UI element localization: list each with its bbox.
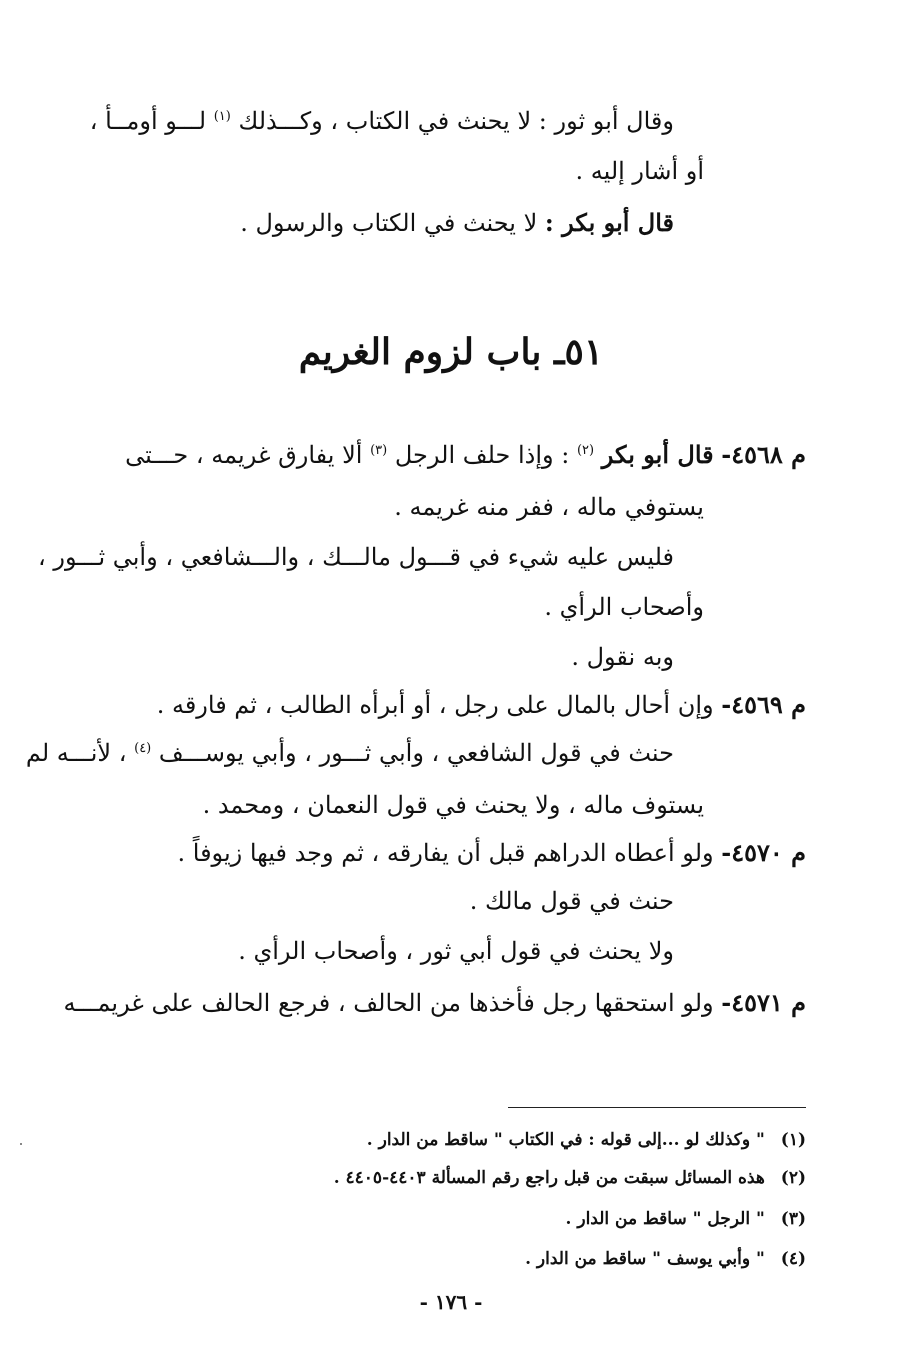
footnote-ref-4: (٤) <box>134 741 152 756</box>
issue-4569-number: م ٤٥٦٩- <box>721 690 806 719</box>
intro-line-1-text: وقال أبو ثور : لا يحنث في الكتاب ، وكـــذلك <box>238 107 674 135</box>
issue-4568-line-2: يستوفي ماله ، ففر منه غريمه . <box>394 493 704 521</box>
issue-4570-line-2: حنث في قول مالك . <box>469 887 674 915</box>
issue-4568-line-5: وبه نقول . <box>571 643 674 671</box>
issue-4568-line-1 <box>125 438 806 472</box>
footnote-number: (٣) <box>780 1209 806 1229</box>
issue-4570-line-3: ولا يحنث في قول أبي ثور ، وأصحاب الرأي . <box>238 937 674 965</box>
abu-bakr-lead: قال أبو بكر : <box>544 208 674 237</box>
footnote-divider <box>508 1107 806 1108</box>
intro-line-2: أو أشار إليه . <box>575 157 704 185</box>
footnote-text: " وأبي يوسف " ساقط من الدار . <box>525 1249 765 1269</box>
issue-4570-text: ولو أعطاه الدراهم قبل أن يفارقه ، ثم وجد فيها زيوفاً . <box>177 839 714 867</box>
scan-speck <box>20 1143 22 1145</box>
footnote-number: (٢) <box>780 1168 806 1188</box>
page-number: - ١٧٦ - <box>419 1290 483 1314</box>
footnote-ref-3: (٣) <box>370 443 388 458</box>
footnote-3 <box>566 1206 806 1232</box>
issue-4569-line-1 <box>157 688 806 722</box>
issue-4569-text: وإن أحال بالمال على رجل ، أو أبرأه الطالب ، ثم فارقه . <box>156 691 714 719</box>
issue-4569-line-2 <box>26 736 674 770</box>
footnote-4 <box>525 1246 806 1272</box>
footnote-number: (١) <box>780 1130 806 1150</box>
issue-4571-text: ولو استحقها رجل فأخذها من الحالف ، فرجع الحالف على غريمـــه <box>63 989 714 1017</box>
issue-4568-line-3: فليس عليه شيء في قـــول مالـــك ، والـــشافعي ، وأبي ثـــور ، <box>37 543 674 571</box>
issue-4570-number: م ٤٥٧٠- <box>721 838 806 867</box>
footnote-text: هذه المسائل سبقت من قبل راجع رقم المسألة ٤٤٠٣-٤٤٠٥ . <box>333 1168 765 1188</box>
issue-4568-line-4: وأصحاب الرأي . <box>544 593 704 621</box>
footnote-text: " الرجل " ساقط من الدار . <box>565 1209 765 1229</box>
footnote-number: (٤) <box>780 1249 806 1269</box>
intro-line-3-text: لا يحنث في الكتاب والرسول . <box>240 209 538 237</box>
issue-4568-text-b: ألا يفارق غريمه ، حـــتى <box>125 441 363 469</box>
issue-4568-text-a: : وإذا حلف الرجل <box>394 441 570 469</box>
issue-4571-number: م ٤٥٧١- <box>721 988 806 1017</box>
issue-4568-lead: قال أبو بكر <box>601 440 714 469</box>
issue-4569-text-b: ، لأنـــه لم <box>25 739 127 767</box>
footnote-2 <box>334 1165 806 1191</box>
footnote-text: " وكذلك لو ...إلى قوله : في الكتاب " ساقط من الدار . <box>366 1130 765 1150</box>
footnote-ref-2: (٢) <box>576 443 595 458</box>
chapter-title: ٥١ـ باب لزوم الغريم <box>298 331 604 373</box>
issue-4569-line-3: يستوف ماله ، ولا يحنث في قول النعمان ، ومحمد . <box>202 791 704 819</box>
issue-4568-number: م ٤٥٦٨- <box>721 440 806 469</box>
footnote-1 <box>367 1127 806 1153</box>
intro-line-1-end: لـــو أومــأ ، <box>89 107 207 135</box>
issue-4570-line-1 <box>178 836 806 870</box>
issue-4571-line-1 <box>64 986 806 1020</box>
intro-line-3 <box>240 206 674 240</box>
intro-line-1 <box>90 104 674 138</box>
issue-4569-text-a: حنث في قول الشافعي ، وأبي ثـــور ، وأبي يوســـف <box>158 739 674 767</box>
footnote-ref-1: (١) <box>213 109 231 124</box>
